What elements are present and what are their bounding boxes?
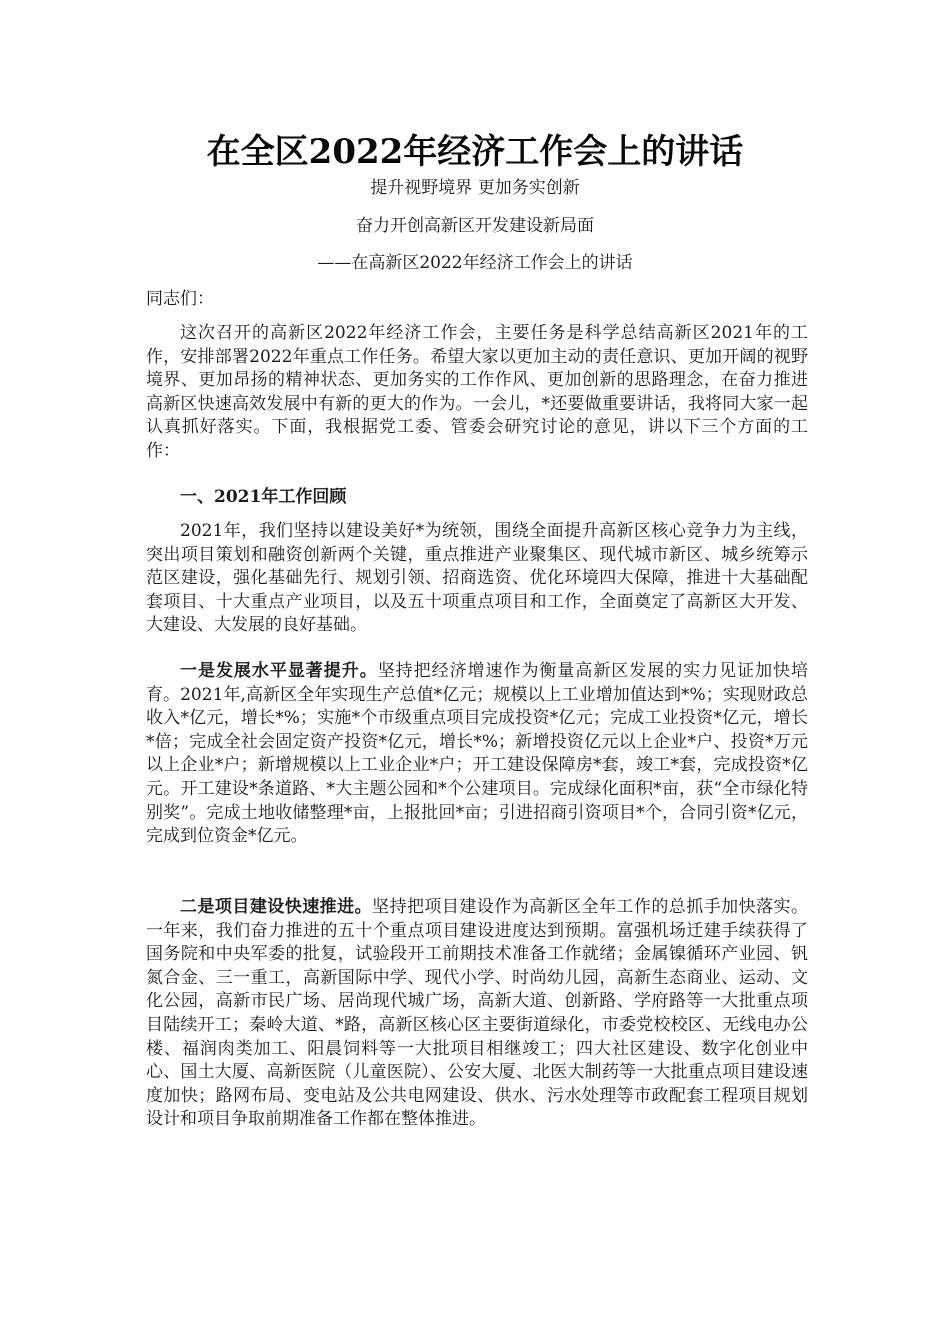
document-title: 在全区2022年经济工作会上的讲话 <box>206 132 744 172</box>
review-paragraph: 2021年，我们坚持以建设美好*为统领，围绕全面提升高新区核心竞争力为主线，突出项目策划和融资创新两个关键，重点推进产业聚集区、现代城市新区、城乡统筹示范区建设，强化基础先行、规划引领、招商选资、优化环境四大保障，推进十大基础配套项目、十大重点产业项目，以及五十项重点项目和工作，全面奠定了高新区大开发、大建设、大发展的良好基础。 <box>146 521 808 636</box>
intro-paragraph: 这次召开的高新区2022年经济工作会，主要任务是科学总结高新区2021年的工作，安排部署2022年重点工作任务。希望大家以更加主动的责任意识、更加开阔的视野境界、更加昂扬的精神状态、更加务实的工作作风、更加创新的思路理念，在奋力推进高新区快速高效发展中有新的更大的作为。一会儿，*还要做重要讲话，我将同大家一起认真抓好落实。下面，我根据党工委、管委会研究讨论的意见，讲以下三个方面的工作： <box>146 323 808 461</box>
point-1-lead: 一是发展水平显著提升。 <box>180 661 378 681</box>
section-heading-review: 一、2021年工作回顾 <box>180 487 347 507</box>
document-subtitle-2: 奋力开创高新区开发建设新局面 <box>356 216 594 236</box>
point-2-body: 坚持把项目建设作为高新区全年工作的总抓手加快落实。一年来，我们奋力推进的五十个重点项目建设进度达到预期。富强机场迁建手续获得了国务院和中央军委的批复，试验段开工前期技术准备工作就绪；金属镍循环产业园、钒氮合金、三一重工，高新国际中学、现代小学、时尚幼儿园，高新生态商业、运动、文化公园，高新市民广场、居尚现代城广场，高新大道、创新路、学府路等一大批重点项目陆续开工；秦岭大道、*路，高新区核心区主要街道绿化，市委党校校区、无线电办公楼、福润肉类加工、阳晨饲料等一大批项目相继竣工；四大社区建设、数字化创业中心、国土大厦、高新医院（儿童医院）、公安大厦、北医大制药等一大批重点项目建设速度加快；路网布局、变电站及公共电网建设、供水、污水处理等市政配套工程项目规划设计和项目争取前期准备工作都在整体推进。 <box>146 897 809 1130</box>
document-subtitle-3: ——在高新区2022年经济工作会上的讲话 <box>317 253 633 273</box>
point-1-body: 坚持把经济增速作为衡量高新区发展的实力见证加快培育。2021年,高新区全年实现生产总值*亿元；规模以上工业增加值达到*%；实现财政总收入*亿元，增长*%；实施*个市级重点项目完成投资*亿元；完成工业投资*亿元，增长*倍；完成全社会固定资产投资*亿元，增长*%；新增投资亿元以上企业*户、投资*万元以上企业*户；新增规模以上工业企业*户；开工建设保障房*套，竣工*套，完成投资*亿元。开工建设*条道路、*大主题公园和*个公建项目。完成绿化面积*亩，获“全市绿化特别奖”。完成土地收储整理*亩，上报批回*亩；引进招商引资项目*个，合同引资*亿元，完成到位资金*亿元。 <box>146 661 809 847</box>
document-subtitle-1: 提升视野境界 更加务实创新 <box>370 178 580 198</box>
point-2-lead: 二是项目建设快速推进。 <box>180 897 373 917</box>
point-2-paragraph <box>146 896 808 1132</box>
point-1-paragraph <box>146 660 808 849</box>
greeting: 同志们： <box>146 289 214 309</box>
